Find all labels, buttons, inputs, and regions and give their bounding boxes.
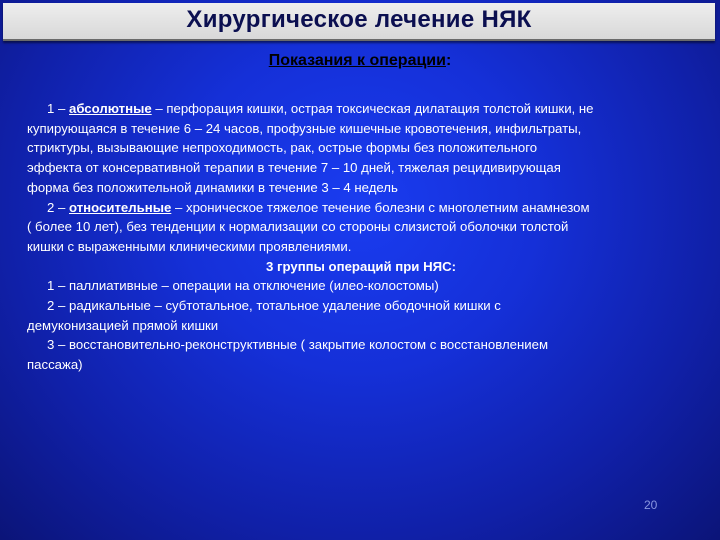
subtitle-text: Показания к операции — [268, 52, 446, 69]
group-item-2: 2 – радикальные – субтотальное, тотальное удаление ободочной кишки с — [47, 298, 501, 314]
subtitle-suffix: : — [445, 52, 452, 69]
absolute-line1-rest: – перфорация кишки, острая токсическая дилатация толстой кишки, не — [151, 101, 594, 116]
indication-absolute-line1 — [27, 99, 695, 119]
relative-prefix: 2 – — [47, 199, 69, 215]
slide-subtitle — [0, 52, 720, 70]
group-item-3-cont: пассажа) — [27, 357, 83, 373]
relative-line1-rest: – хроническое тяжелое течение болезни с многолетним анамнезом — [171, 199, 590, 215]
absolute-keyword: абсолютные — [69, 101, 152, 116]
group-item-2-cont: демуконизацией прямой кишки — [27, 317, 219, 333]
slide-body — [27, 99, 695, 375]
title-bar — [3, 3, 715, 41]
indication-relative-line: ( более 10 лет), без тенденции к нормализации со стороны слизистой оболочки толстой — [27, 219, 569, 235]
indication-relative-line1 — [27, 198, 695, 218]
indication-absolute-line: купирующаяся в течение 6 – 24 часов, профузные кишечные кровотечения, инфильтраты, — [27, 120, 582, 136]
indication-relative-line: кишки с выраженными клиническими проявлениями. — [27, 238, 352, 254]
absolute-prefix: 1 – — [47, 101, 69, 116]
group-item-3: 3 – восстановительно-реконструктивные ( закрытие колостом с восстановлением — [47, 337, 549, 353]
page-number: 20 — [644, 498, 658, 512]
indication-absolute-line: форма без положительной динамики в течение 3 – 4 недель — [27, 179, 398, 195]
relative-keyword: относительные — [69, 199, 172, 215]
groups-heading: 3 группы операций при НЯС: — [265, 258, 456, 274]
slide-title: Хирургическое лечение НЯК — [186, 6, 532, 33]
indication-absolute-line: стриктуры, вызывающие непроходимость, рак, острые формы без положительного — [27, 140, 538, 156]
indication-absolute-line: эффекта от консервативной терапии в течение 7 – 10 дней, тяжелая рецидивирующая — [27, 160, 561, 176]
group-item-1: 1 – паллиативные – операции на отключение (илео-колостомы) — [47, 278, 439, 294]
